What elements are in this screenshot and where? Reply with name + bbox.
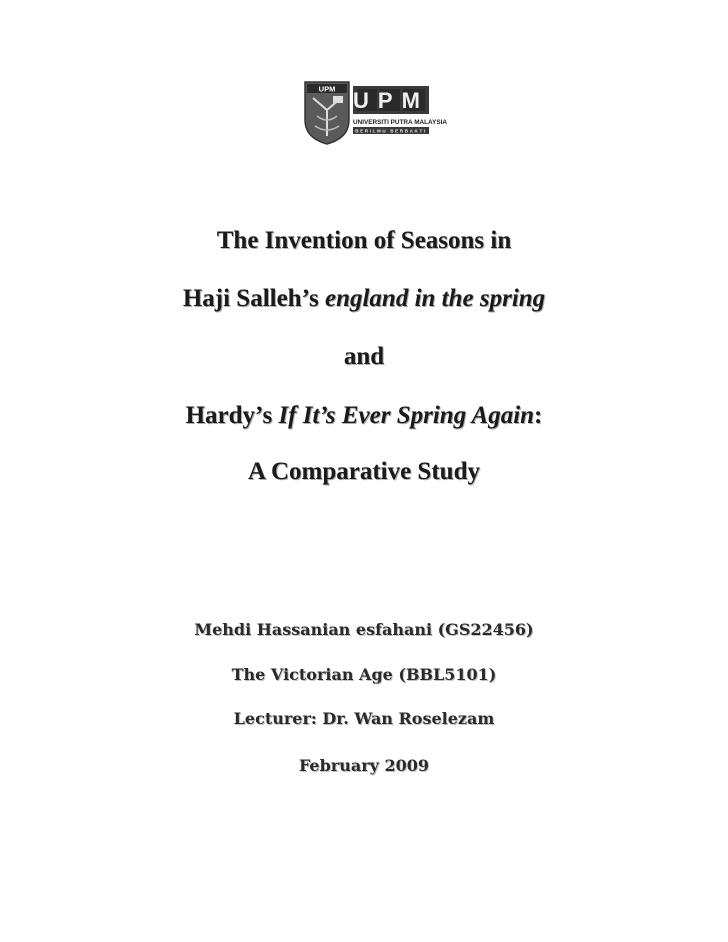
title-line-1: The Invention of Seasons in	[216, 227, 512, 254]
logo-wordmark: UPM	[353, 88, 429, 113]
author-line: Mehdi Hassanian esfahani (GS22456)	[194, 620, 534, 639]
title-line-4-prefix: Hardy’s	[185, 402, 279, 429]
title-line-3: and	[343, 343, 385, 370]
date-line: February 2009	[298, 756, 430, 775]
logo-university-name: UNIVERSITI PUTRA MALAYSIA	[353, 119, 447, 126]
title-line-5: A Comparative Study	[248, 458, 480, 485]
title-line-2-prefix: Haji Salleh’s	[182, 285, 325, 312]
logo-motto: BERILMU BERBAKTI	[355, 128, 427, 134]
title-line-4	[0, 401, 728, 431]
lecturer-line: Lecturer: Dr. Wan Roselezam	[233, 709, 495, 728]
title-line-4-suffix: :	[534, 402, 543, 429]
upm-logo	[303, 80, 447, 146]
title-line-2-italic: england in the spring	[324, 285, 546, 312]
logo-badge-text: UPM	[318, 84, 336, 94]
title-line-2	[0, 284, 728, 314]
title-line-4-italic: If It’s Ever Spring Again	[278, 402, 535, 429]
course-line: The Victorian Age (BBL5101)	[231, 665, 497, 684]
shield-icon	[305, 82, 349, 144]
